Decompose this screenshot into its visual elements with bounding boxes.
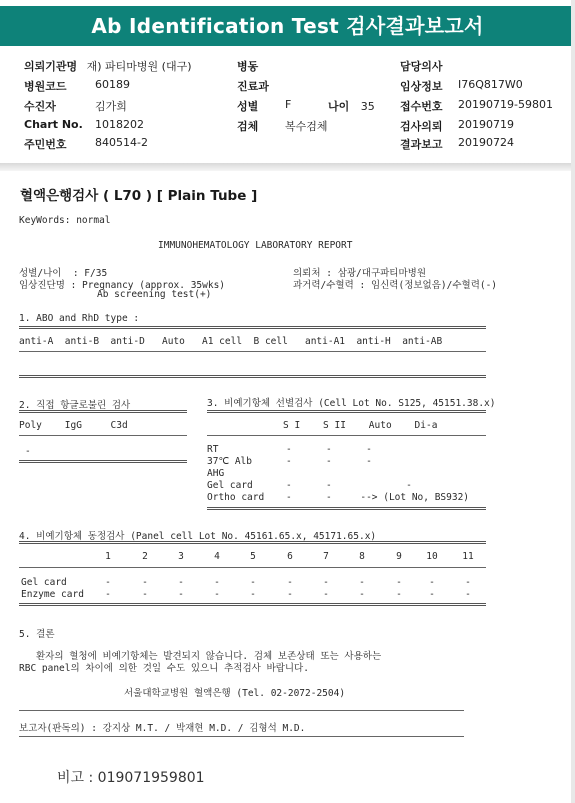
screening-row-values: - - --> (Lot No, BS932) [286, 492, 470, 503]
info-label: 검사의뢰 [400, 120, 443, 133]
remark: 비고 : 019071959801 [57, 770, 205, 786]
panel-cell-value: - [396, 589, 402, 600]
double-rule [19, 541, 486, 544]
rule [19, 567, 486, 568]
section-divider [0, 163, 575, 171]
double-rule [19, 460, 187, 463]
double-rule [19, 410, 187, 413]
transfusion-history: 과거력/수혈력 : 임신력(정보없음)/수혈력(-) [293, 280, 498, 291]
panel-cell-number: 11 [462, 551, 474, 562]
panel-row-label: Gel card [21, 577, 67, 588]
info-request-date [400, 118, 514, 134]
panel-cell-value: - [178, 577, 184, 588]
panel-cell-value: - [178, 589, 184, 600]
blood-bank-contact: 서울대학교병원 혈액은행 (Tel. 02-2072-2504) [124, 688, 346, 699]
conclusion-line-2: RBC panel의 차이에 의한 것일 수도 있으니 추적검사 바랍니다. [19, 663, 309, 674]
rule [19, 710, 464, 711]
panel-cell-number: 7 [323, 551, 329, 562]
info-department [237, 78, 269, 94]
panel-cell-value: - [105, 577, 111, 588]
panel-cell-value: - [250, 577, 256, 588]
dat-columns: Poly IgG C3d [19, 420, 128, 431]
panel-cell-number: 6 [287, 551, 293, 562]
double-rule [19, 603, 486, 606]
panel-cell-value: - [142, 589, 148, 600]
info-label: Chart No. [24, 118, 83, 131]
panel-cell-value: - [250, 589, 256, 600]
conclusion-line-1: 환자의 혈청에 비예기항체는 발견되지 않습니다. 검체 보존상태 또는 사용하는 [36, 651, 382, 662]
info-value: 20190719 [458, 118, 514, 131]
rule [207, 435, 486, 436]
info-resident-no [24, 136, 148, 152]
panel-cell-number: 2 [142, 551, 148, 562]
panel-cell-number: 5 [250, 551, 256, 562]
info-label: 임상정보 [400, 80, 443, 93]
reporter-line: 보고자(판독의) : 강지상 M.T. / 박재현 M.D. / 김형석 M.D. [19, 723, 306, 734]
panel-cell-value: - [287, 577, 293, 588]
info-patient [24, 98, 127, 114]
info-value: 김가희 [95, 100, 127, 113]
screening-row-label: Gel card [207, 480, 253, 491]
document-title: Ab Identification Test 검사결과보고서 [91, 14, 484, 38]
info-value: 35 [360, 100, 375, 113]
panel-cell-value: - [396, 577, 402, 588]
rule [19, 736, 464, 737]
panel-cell-number: 9 [396, 551, 402, 562]
screening-row-label: AHG [207, 468, 225, 479]
info-label: 의뢰기관명 [24, 60, 78, 73]
info-value: 20190724 [458, 136, 514, 149]
section-screening-title: 3. 비예기항체 선별검사 (Cell Lot No. S125, 45151.38.x) [207, 398, 496, 409]
panel-cell-value: - [105, 589, 111, 600]
info-value: 840514-2 [95, 136, 148, 149]
screening-result: Ab screening test(+) [97, 289, 212, 300]
panel-cell-value: - [323, 577, 329, 588]
screening-columns: S I S II Auto Di-a [283, 420, 438, 431]
info-specimen [237, 118, 328, 134]
screening-row-values: - - - [286, 444, 372, 455]
panel-cell-value: - [465, 589, 471, 600]
rule [19, 351, 486, 352]
document-title-bar [0, 6, 575, 46]
diagnosis: 임상진단명 : Pregnancy (approx. 35wks) [19, 280, 226, 291]
section-dat-title: 2. 직접 항글로불린 검사 [19, 400, 131, 411]
info-hospital [24, 58, 192, 74]
screening-row-label: RT [207, 444, 219, 455]
panel-cell-number: 3 [178, 551, 184, 562]
panel-cell-value: - [429, 577, 435, 588]
lab-report-title: IMMUNOHEMATOLOGY LABORATORY REPORT [158, 240, 353, 251]
panel-row-label: Enzyme card [21, 589, 84, 600]
double-rule [19, 326, 486, 329]
info-value: 복수검체 [285, 120, 328, 133]
info-label: 수진자 [24, 100, 56, 113]
info-label: 성별 [237, 100, 259, 113]
info-label: 담당의사 [400, 60, 443, 73]
panel-cell-value: - [359, 589, 365, 600]
info-value: 20190719-59801 [458, 98, 553, 111]
info-label: 결과보고 [400, 138, 443, 151]
screening-row-label: Ortho card [207, 492, 265, 503]
info-receipt-no [400, 98, 553, 114]
info-doctor [400, 58, 443, 74]
section-panel-title: 4. 비예기항체 동정검사 (Panel cell Lot No. 45161.65.x, 45171.65.x) [19, 531, 377, 542]
info-label: 진료과 [237, 80, 269, 93]
panel-cell-number: 10 [426, 551, 438, 562]
requester: 의뢰처 : 삼광/대구파티마병원 [293, 268, 427, 279]
sex-age: 성별/나이 : F/35 [19, 268, 108, 279]
panel-cell-value: - [142, 577, 148, 588]
panel-cell-value: - [429, 589, 435, 600]
rule [19, 435, 187, 436]
screening-row-values: - - - [286, 480, 412, 491]
info-value: F [285, 98, 292, 111]
dat-values: - [25, 446, 31, 457]
section-conclusion-title: 5. 결론 [19, 629, 55, 640]
info-chart-no [24, 118, 144, 131]
panel-cell-number: 1 [105, 551, 111, 562]
double-rule [207, 507, 486, 510]
section-abo-title: 1. ABO and RhD type : [19, 313, 140, 324]
info-label: 접수번호 [400, 100, 443, 113]
info-label: 병동 [237, 60, 259, 73]
info-label: 나이 [328, 100, 350, 113]
double-rule [207, 410, 486, 413]
panel-cell-value: - [323, 589, 329, 600]
screening-row-values: - - - [286, 456, 372, 467]
info-value: 1018202 [95, 118, 144, 131]
info-value: 60189 [95, 78, 130, 91]
screening-row-label: 37℃ Alb [207, 456, 252, 467]
info-ward [237, 58, 258, 74]
panel-cell-value: - [359, 577, 365, 588]
panel-cell-number: 4 [214, 551, 220, 562]
info-sex [237, 98, 292, 114]
info-value: 재) 파티마병원 (대구) [86, 60, 192, 73]
info-report-date [400, 136, 514, 152]
info-hospital-code [24, 78, 130, 94]
abo-columns: anti-A anti-B anti-D Auto A1 cell B cell anti-A1 anti-H anti-AB [19, 336, 443, 347]
panel-cell-value: - [214, 589, 220, 600]
report-title: 혈액은행검사 ( L70 ) [ Plain Tube ] [20, 188, 258, 204]
page-edge [571, 0, 575, 803]
info-value: I76Q817W0 [458, 78, 523, 91]
double-rule [19, 375, 486, 378]
keywords: KeyWords: normal [19, 215, 111, 226]
info-label: 검체 [237, 120, 259, 133]
panel-cell-number: 8 [359, 551, 365, 562]
panel-cell-value: - [214, 577, 220, 588]
panel-cell-value: - [287, 589, 293, 600]
info-label: 병원코드 [24, 80, 67, 93]
info-age [328, 98, 375, 114]
info-clinical-info [400, 78, 523, 94]
info-label: 주민번호 [24, 138, 67, 151]
panel-cell-value: - [465, 577, 471, 588]
